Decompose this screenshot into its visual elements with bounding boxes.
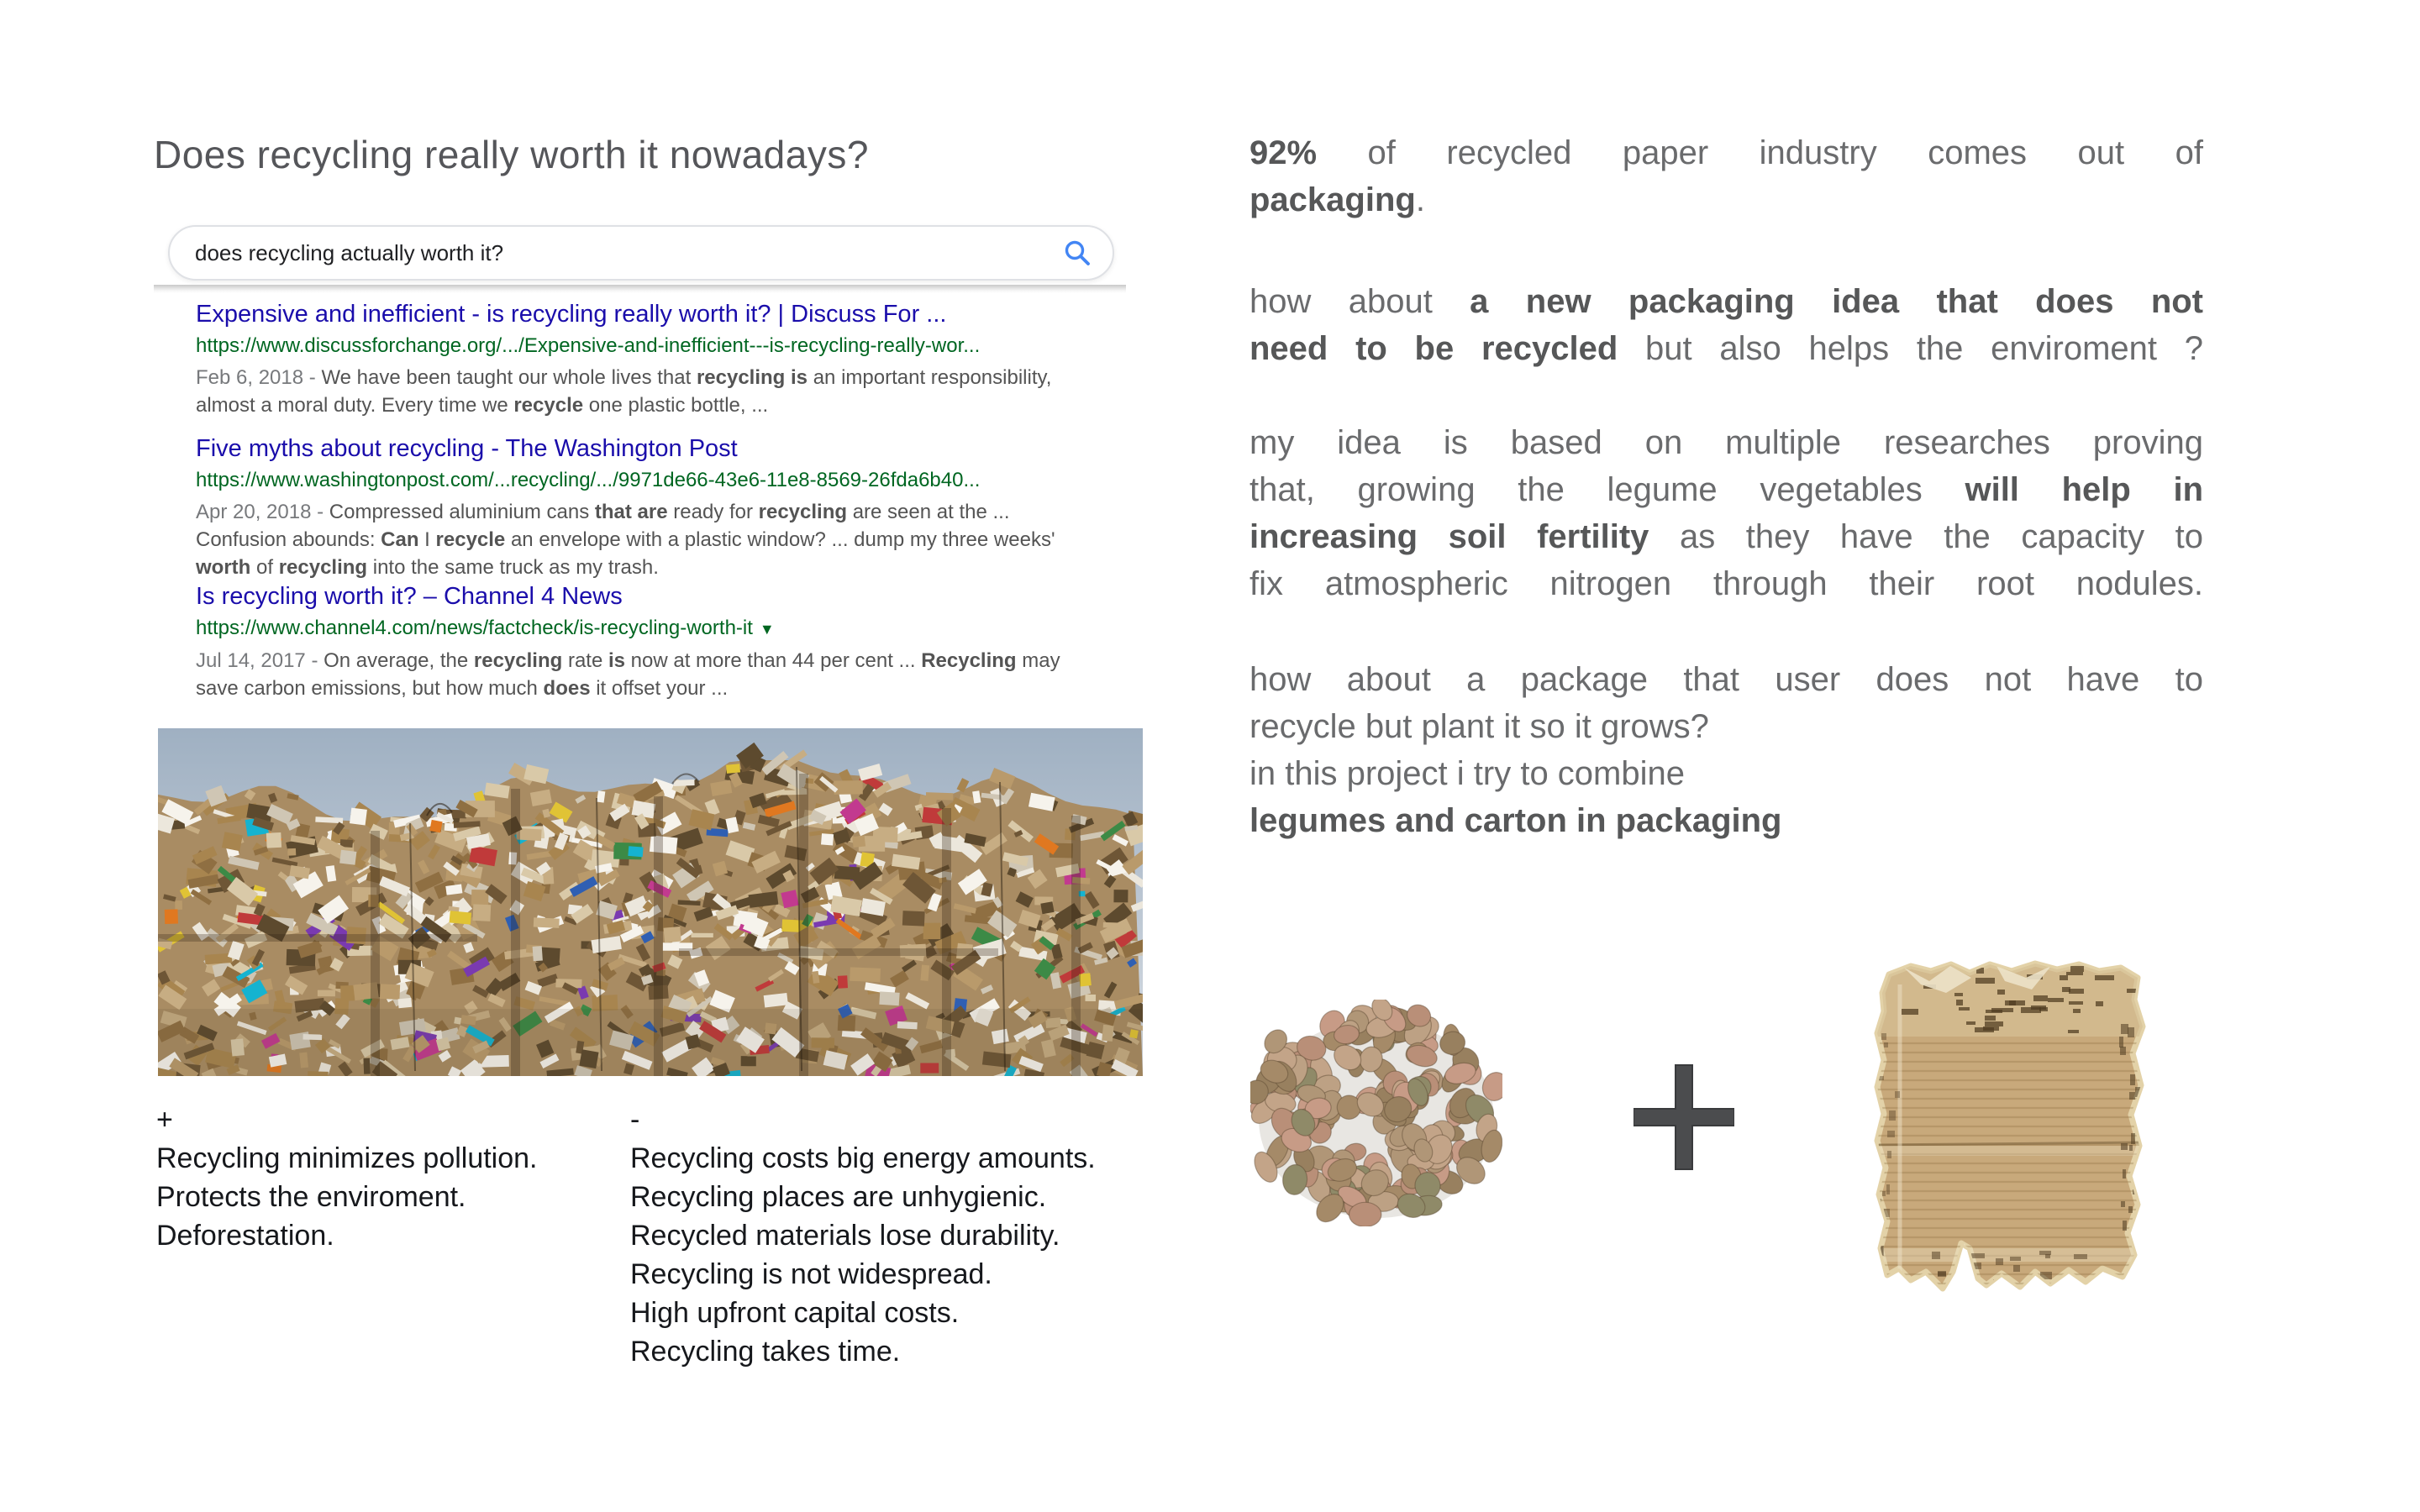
bold-text: Can: [381, 528, 419, 551]
con-item: High upfront capital costs.: [630, 1297, 960, 1329]
search-icon[interactable]: [1054, 229, 1101, 276]
paragraph-line: [1249, 278, 2203, 325]
lentils-photo: [1250, 1000, 1502, 1226]
search-result-snippet: [196, 364, 1086, 419]
url-dropdown-icon[interactable]: ▼: [759, 621, 775, 638]
con-item: Recycling places are unhygienic.: [630, 1181, 1047, 1213]
bold-text: a new packaging idea that does not: [1470, 283, 2203, 320]
search-result-snippet: [196, 647, 1086, 702]
cons-list: [630, 1100, 1202, 1371]
cardboard-photo: [1870, 959, 2153, 1295]
bold-text: is: [608, 649, 625, 672]
paragraph-line: [1249, 129, 2203, 176]
pro-item: Deforestation.: [156, 1220, 334, 1252]
text: recycle but plant it so it grows?: [1249, 708, 1709, 745]
paragraph: [1249, 656, 2203, 844]
paragraph-line: [1249, 750, 2203, 797]
minus-symbol: -: [630, 1104, 640, 1136]
bold-text: will help in: [1965, 471, 2204, 508]
plus-sign: [1634, 1063, 1734, 1171]
bold-text: recycling: [758, 501, 848, 523]
text: one plastic bottle, ...: [583, 394, 769, 417]
search-input[interactable]: [170, 240, 1054, 266]
plus-symbol: +: [156, 1104, 173, 1136]
date-text: Feb 6, 2018 -: [196, 366, 322, 389]
date-text: Jul 14, 2017 -: [196, 649, 324, 672]
bold-text: Recycling: [921, 649, 1017, 672]
paragraph-line: [1249, 325, 2203, 372]
paragraph-line: [1249, 176, 2203, 223]
text: in this project i try to combine: [1249, 755, 1685, 792]
paragraph-line: [1249, 703, 2203, 750]
lentils-svg: [1250, 1000, 1502, 1226]
con-item: Recycling takes time.: [630, 1336, 901, 1368]
text: that, growing the legume vegetables: [1249, 471, 1965, 508]
con-item: Recycling costs big energy amounts.: [630, 1142, 1096, 1174]
paragraph-line: [1249, 419, 2203, 466]
text: rate: [562, 649, 608, 672]
bold-text: need to be recycled: [1249, 330, 1618, 367]
bold-text: recycling: [473, 649, 563, 672]
search-result-url: https://www.discussforchange.org/.../Expensive-and-inefficient---is-recycling-really-wor...: [196, 334, 981, 357]
search-result-snippet: [196, 498, 1086, 581]
bold-text: recycle: [435, 528, 506, 551]
cardboard-svg: [1870, 959, 2153, 1295]
text: it offset your ...: [590, 677, 729, 700]
search-result: [196, 299, 1120, 419]
bold-text: increasing soil fertility: [1249, 518, 1649, 555]
text: my idea is based on multiple researches proving: [1249, 424, 2203, 461]
search-result-url: https://www.channel4.com/news/factcheck/is-recycling-worth-it: [196, 617, 753, 639]
paragraph-line: [1249, 797, 2203, 844]
text: into the same truck as my trash.: [367, 556, 659, 579]
text: are seen at the ... Confusion abounds:: [196, 501, 1010, 551]
text: as they have the capacity to: [1649, 518, 2203, 555]
text: I: [418, 528, 436, 551]
text: We have been taught our whole lives that: [321, 366, 697, 389]
paragraph-line: [1249, 656, 2203, 703]
paragraph: [1249, 278, 2203, 372]
search-result: [196, 581, 1120, 702]
text: fix atmospheric nitrogen through their root nodules.: [1249, 565, 2203, 602]
bold-text: packaging: [1249, 181, 1416, 218]
pros-list: [156, 1100, 627, 1255]
text: but also helps the enviroment ?: [1618, 330, 2203, 367]
text: ready for: [667, 501, 759, 523]
bold-text: legumes and carton in packaging: [1249, 802, 1782, 839]
search-result-url: https://www.washingtonpost.com/...recycling/.../9971de66-43e6-11e8-8569-26fda6b40...: [196, 469, 981, 491]
bold-text: that are: [594, 501, 668, 523]
recycled-paper-bales-photo: [158, 728, 1143, 1076]
search-result-link[interactable]: Five myths about recycling - The Washington Post: [196, 435, 738, 462]
text: an important responsibility, almost a moral duty. Every time we: [196, 366, 1052, 417]
search-box: [168, 225, 1114, 281]
search-result-link[interactable]: Expensive and inefficient - is recycling really worth it? | Discuss For ...: [196, 301, 947, 328]
text: how about: [1249, 283, 1470, 320]
paragraph: [1249, 419, 2203, 607]
con-item: Recycled materials lose durability.: [630, 1220, 1060, 1252]
pro-item: Recycling minimizes pollution.: [156, 1142, 538, 1174]
text: now at more than 44 per cent ...: [625, 649, 922, 672]
bold-text: worth: [196, 556, 251, 579]
page-title: Does recycling really worth it nowadays?: [154, 133, 869, 176]
bold-text: recycling: [278, 556, 368, 579]
paragraph-line: [1249, 513, 2203, 560]
paragraph-line: [1249, 466, 2203, 513]
text: Compressed aluminium cans: [329, 501, 595, 523]
text: On average, the: [324, 649, 474, 672]
paragraph: [1249, 129, 2203, 223]
pro-item: Protects the enviroment.: [156, 1181, 466, 1213]
text: an envelope with a plastic window? ... dump my three weeks': [505, 528, 1055, 551]
text: may save carbon emissions, but how much: [196, 649, 1060, 700]
paragraph-line: [1249, 560, 2203, 607]
search-result: [196, 433, 1120, 581]
bales-svg: [158, 728, 1143, 1076]
bold-text: recycle: [513, 394, 584, 417]
search-results-divider: [154, 285, 1126, 293]
text: of recycled paper industry comes out of: [1317, 134, 2203, 171]
text: how about a package that user does not have to: [1249, 661, 2203, 698]
text: .: [1415, 181, 1425, 218]
con-item: Recycling is not widespread.: [630, 1258, 992, 1290]
bold-text: does: [543, 677, 591, 700]
search-result-link[interactable]: Is recycling worth it? – Channel 4 News: [196, 583, 623, 610]
date-text: Apr 20, 2018 -: [196, 501, 329, 523]
bold-text: recycling is: [696, 366, 808, 389]
plus-sign-svg: [1634, 1063, 1734, 1171]
text: of: [250, 556, 279, 579]
bold-text: 92%: [1249, 134, 1318, 171]
